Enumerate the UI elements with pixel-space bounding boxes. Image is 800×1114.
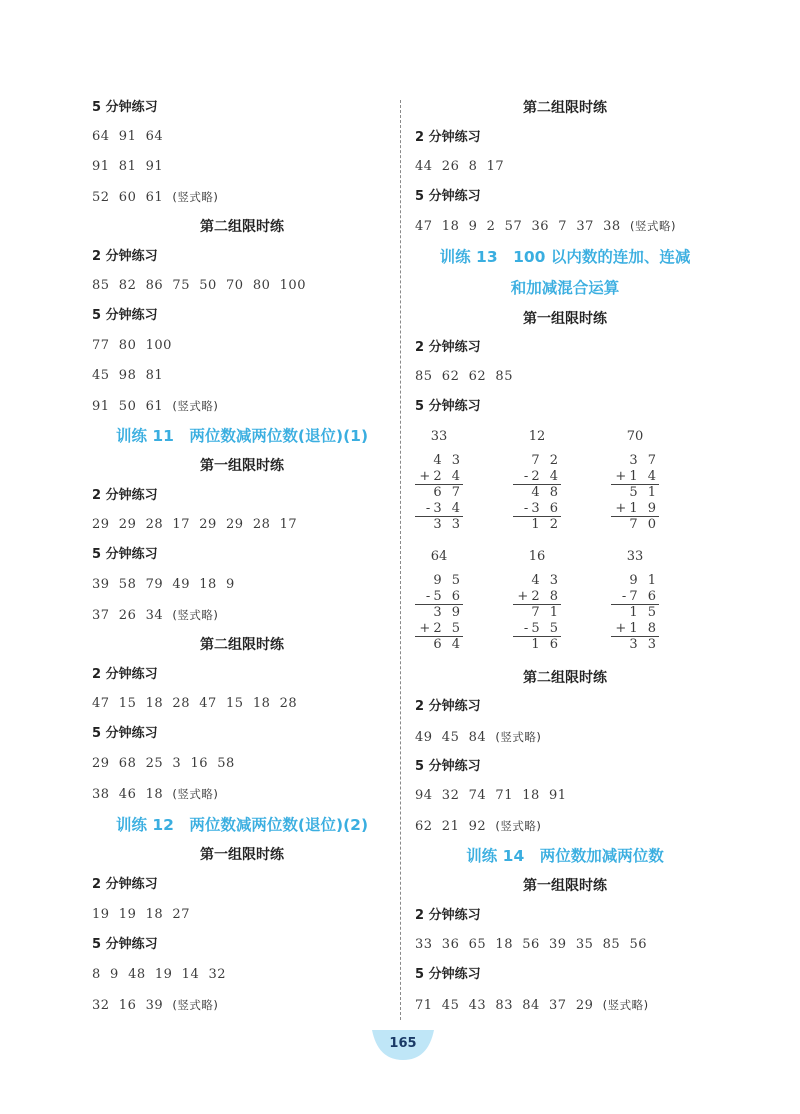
- vertical-omitted-note: (竖式略): [629, 219, 676, 233]
- vertical-omitted-note: (竖式略): [602, 998, 649, 1012]
- vertical-line: +1 4: [611, 469, 659, 486]
- vertical-line: 3 7: [629, 453, 659, 468]
- group-heading: 第一组限时练: [200, 847, 284, 863]
- vertical-line: -3 4: [415, 501, 463, 518]
- vertical-line: 4 3: [531, 573, 561, 588]
- vertical-omitted-note: (竖式略): [172, 399, 219, 413]
- answer-row: 49 45 84 (竖式略): [415, 730, 542, 745]
- five-minute-label: 5 分钟练习: [415, 189, 481, 204]
- answer-row: 44 26 8 17: [415, 159, 505, 174]
- answer-row: 64 91 64: [92, 129, 164, 144]
- vertical-line: -3 6: [513, 501, 561, 518]
- vertical-line: +1 9: [611, 501, 659, 518]
- vertical-calc: [611, 427, 659, 533]
- lesson-title: 训练 11 两位数减两位数(退位)(1): [115, 427, 369, 445]
- vertical-line: 9 1: [629, 573, 659, 588]
- two-minute-label: 2 分钟练习: [92, 877, 158, 892]
- answer-row: 39 58 79 49 18 9: [92, 577, 235, 592]
- two-minute-label: 2 分钟练习: [415, 340, 481, 355]
- vertical-answer: 12: [528, 429, 546, 444]
- vertical-line: 9 5: [433, 573, 463, 588]
- page-number: 165: [389, 1036, 417, 1051]
- vertical-answer: 16: [528, 549, 546, 564]
- vertical-omitted-note: (竖式略): [495, 819, 542, 833]
- vertical-calc: [415, 547, 463, 653]
- answer-row: 94 32 74 71 18 91: [415, 788, 567, 803]
- answer-row: 29 68 25 3 16 58: [92, 756, 235, 771]
- answer-row: 33 36 65 18 56 39 35 85 56: [415, 937, 647, 952]
- five-minute-label: 5 分钟练习: [92, 100, 158, 115]
- vertical-line: +2 4: [415, 469, 463, 486]
- two-minute-label: 2 分钟练习: [415, 908, 481, 923]
- five-minute-label: 5 分钟练习: [415, 399, 481, 414]
- group-heading: 第二组限时练: [200, 637, 284, 653]
- vertical-line: 1 5: [629, 605, 659, 620]
- group-heading: 第二组限时练: [523, 670, 607, 686]
- answer-row: 8 9 48 19 14 32: [92, 967, 227, 982]
- five-minute-label: 5 分钟练习: [415, 967, 481, 982]
- lesson-title: 训练 13 100 以内数的连加、连减: [439, 248, 691, 266]
- vertical-line: -7 6: [611, 589, 659, 606]
- answer-row: 62 21 92 (竖式略): [415, 819, 542, 834]
- answer-row: 32 16 39 (竖式略): [92, 998, 219, 1013]
- vertical-omitted-note: (竖式略): [172, 190, 219, 204]
- vertical-line: 5 1: [629, 485, 659, 500]
- vertical-line: -2 4: [513, 469, 561, 486]
- vertical-calc: [611, 547, 659, 653]
- vertical-line: 1 2: [531, 517, 561, 532]
- vertical-line: -5 5: [513, 621, 561, 638]
- answer-row: 47 15 18 28 47 15 18 28: [92, 696, 298, 711]
- vertical-answer: 33: [430, 429, 448, 444]
- vertical-omitted-note: (竖式略): [495, 730, 542, 744]
- two-minute-label: 2 分钟练习: [415, 130, 481, 145]
- answer-row: 85 82 86 75 50 70 80 100: [92, 278, 306, 293]
- vertical-line: 3 9: [433, 605, 463, 620]
- vertical-omitted-note: (竖式略): [172, 998, 219, 1012]
- two-minute-label: 2 分钟练习: [415, 699, 481, 714]
- vertical-calc: [513, 427, 561, 533]
- vertical-line: 1 6: [531, 637, 561, 652]
- vertical-calc: [513, 547, 561, 653]
- two-minute-label: 2 分钟练习: [92, 667, 158, 682]
- vertical-line: 6 7: [433, 485, 463, 500]
- vertical-line: +2 8: [513, 589, 561, 606]
- answer-row: 37 26 34 (竖式略): [92, 608, 219, 623]
- vertical-line: 4 3: [433, 453, 463, 468]
- two-minute-label: 2 分钟练习: [92, 488, 158, 503]
- lesson-title: 训练 12 两位数减两位数(退位)(2): [115, 816, 369, 834]
- vertical-answer: 70: [626, 429, 644, 444]
- answer-row: 29 29 28 17 29 29 28 17: [92, 517, 298, 532]
- answer-row: 19 19 18 27: [92, 907, 190, 922]
- vertical-calc: [415, 427, 463, 533]
- vertical-line: 6 4: [433, 637, 463, 652]
- vertical-line: -5 6: [415, 589, 463, 606]
- vertical-line: 7 1: [531, 605, 561, 620]
- vertical-line: +2 5: [415, 621, 463, 638]
- group-heading: 第一组限时练: [523, 311, 607, 327]
- five-minute-label: 5 分钟练习: [415, 759, 481, 774]
- group-heading: 第一组限时练: [200, 458, 284, 474]
- answer-row: 47 18 9 2 57 36 7 37 38 (竖式略): [415, 219, 676, 234]
- vertical-line: 3 3: [629, 637, 659, 652]
- vertical-line: +1 8: [611, 621, 659, 638]
- answer-row: 91 81 91: [92, 159, 164, 174]
- vertical-line: 3 3: [433, 517, 463, 532]
- answer-row: 52 60 61 (竖式略): [92, 190, 219, 205]
- answer-row: 45 98 81: [92, 368, 164, 383]
- five-minute-label: 5 分钟练习: [92, 726, 158, 741]
- vertical-answer: 33: [626, 549, 644, 564]
- five-minute-label: 5 分钟练习: [92, 308, 158, 323]
- five-minute-label: 5 分钟练习: [92, 547, 158, 562]
- vertical-line: 7 2: [531, 453, 561, 468]
- group-heading: 第二组限时练: [200, 219, 284, 235]
- vertical-omitted-note: (竖式略): [172, 787, 219, 801]
- group-heading: 第一组限时练: [523, 878, 607, 894]
- five-minute-label: 5 分钟练习: [92, 937, 158, 952]
- answer-row: 85 62 62 85: [415, 369, 513, 384]
- lesson-title: 训练 14 两位数加减两位数: [466, 847, 664, 865]
- lesson-title-line2: 和加减混合运算: [510, 279, 620, 297]
- vertical-line: 4 8: [531, 485, 561, 500]
- answer-row: 77 80 100: [92, 338, 172, 353]
- column-divider: [400, 100, 401, 1020]
- answer-row: 38 46 18 (竖式略): [92, 787, 219, 802]
- vertical-line: 7 0: [629, 517, 659, 532]
- answer-row: 71 45 43 83 84 37 29 (竖式略): [415, 998, 649, 1013]
- vertical-answer: 64: [430, 549, 448, 564]
- group-heading: 第二组限时练: [523, 100, 607, 116]
- two-minute-label: 2 分钟练习: [92, 249, 158, 264]
- answer-row: 91 50 61 (竖式略): [92, 399, 219, 414]
- page-number-badge: [372, 1030, 434, 1060]
- vertical-omitted-note: (竖式略): [172, 608, 219, 622]
